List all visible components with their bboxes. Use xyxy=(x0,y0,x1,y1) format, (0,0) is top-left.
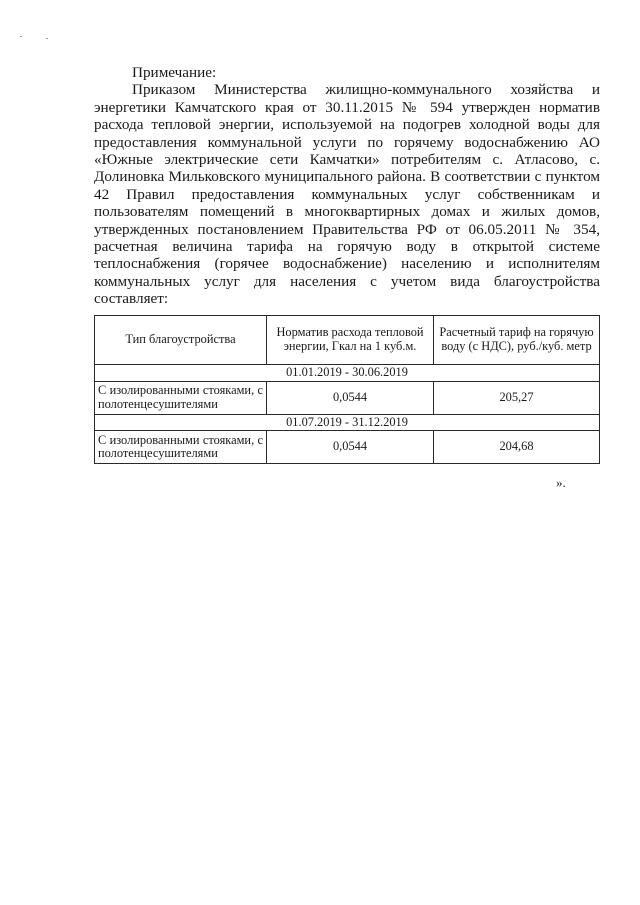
cell-tariff: 205,27 xyxy=(434,381,600,414)
scan-speck xyxy=(46,38,48,39)
cell-tariff: 204,68 xyxy=(434,431,600,464)
note-label: Примечание: xyxy=(132,64,217,81)
closing-quote: ». xyxy=(556,475,566,490)
note-body: Приказом Министерства жилищно-коммунального хозяйства и энергетики Камчатского края от 30.11.2015 № 594 утвержден норматив расхода тепловой энергии, используемой на подогрев холодной воды для предоставления коммунальной услуги по горячему водоснабжению АО «Южные электрические сети Камчатки» потребителям с. Атласово, с. Долиновка Мильковского муниципального района. В соответствии с пунктом 42 Правил предоставления коммунальных услуг собственникам и пользователям помещений в многоквартирных домах и жилых домов, утвержденных постановлением Правительства РФ от 06.05.2011 № 354, расчетная величина тарифа на горячую воду в открытой системе теплоснабжения (горячее водоснабжение) населению и исполнителям коммунальных услуг для населения с учетом вида благоустройства составляет: xyxy=(94,81,600,308)
table-header-row xyxy=(95,316,600,365)
header-tariff: Расчетный тариф на горячую воду (с НДС), руб./куб. метр xyxy=(434,316,600,365)
period-label: 01.07.2019 - 31.12.2019 xyxy=(95,414,600,431)
cell-type: С изолированными стояками, с полотенцесушителями xyxy=(95,381,267,414)
table-row xyxy=(95,431,600,464)
tariff-table xyxy=(94,315,600,464)
table-row xyxy=(95,381,600,414)
cell-norm: 0,0544 xyxy=(267,381,434,414)
period-label: 01.01.2019 - 30.06.2019 xyxy=(95,365,600,382)
period-row xyxy=(95,414,600,431)
note-section xyxy=(94,64,600,308)
cell-type: С изолированными стояками, с полотенцесушителями xyxy=(95,431,267,464)
scan-speck xyxy=(20,36,22,37)
cell-norm: 0,0544 xyxy=(267,431,434,464)
period-row xyxy=(95,365,600,382)
header-type: Тип благоустройства xyxy=(95,316,267,365)
header-norm: Норматив расхода тепловой энергии, Гкал на 1 куб.м. xyxy=(267,316,434,365)
